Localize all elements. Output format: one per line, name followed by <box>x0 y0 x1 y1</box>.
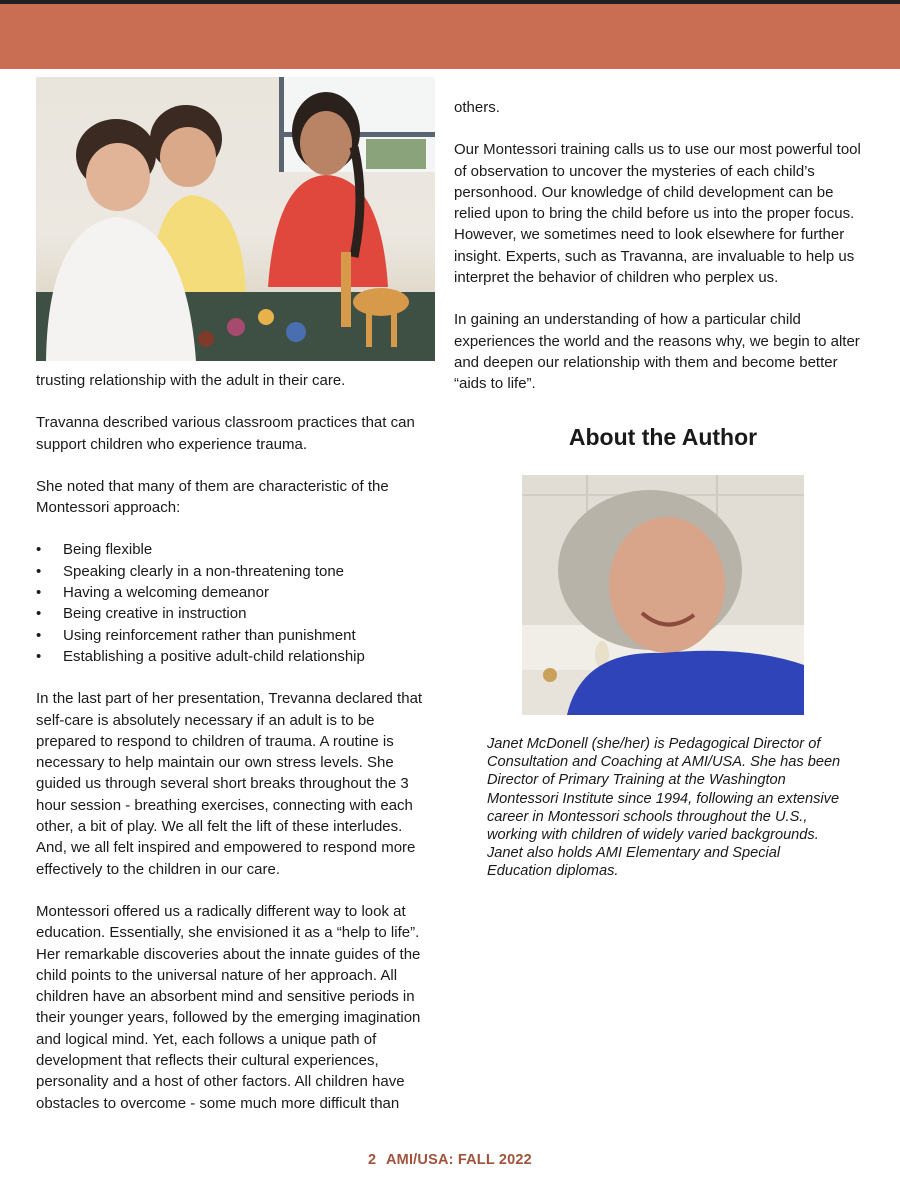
header-color-band <box>0 4 900 69</box>
list-item: • Speaking clearly in a non-threatening tone <box>36 561 436 582</box>
bullet-icon: • <box>36 584 42 602</box>
classroom-photo <box>36 77 435 361</box>
classroom-photo-illustration <box>36 77 435 361</box>
list-item: • Using reinforcement rather than punishment <box>36 625 436 646</box>
publication-name: AMI/USA: FALL 2022 <box>386 1152 532 1168</box>
list-item: • Establishing a positive adult-child relationship <box>36 646 436 667</box>
paragraph-noted: She noted that many of them are characteristic of the Montessori approach: <box>36 477 389 517</box>
paragraph-practices: Travanna described various classroom practices that can support children who experience trauma. <box>36 414 415 453</box>
paragraph-montessori: Montessori offered us a radically different way to look at education. Essentially, she envisioned it as a “help to life”. Her remarkable discoveries about the innate guides of the child points to the universal nature of her approach. All children have an absorbent mind and sensitive periods in their younger years, followed by the emerging imagination and logical mind. Yet, each follows a unique path of development that reflects their cultural experiences, personality and a host of other factors. All children have obstacles to overcome - some much more difficult than <box>36 902 421 1112</box>
about-author-heading: About the Author <box>568 424 758 450</box>
paragraph-training: Our Montessori training calls us to use our most powerful tool of observation to uncover the mysteries of each child’s personhood. Our knowledge of child development can be relied upon to bring the child before us into the proper focus. However, we sometimes need to look elsewhere for further insight. Experts, such as Travanna, are invaluable to help us interpret the behavior of children who perplex us. <box>454 141 861 287</box>
author-photo-illustration <box>522 475 804 715</box>
paragraph-continuation-right: others. <box>454 99 500 116</box>
bullet-icon: • <box>36 626 42 644</box>
page-number: 2 <box>368 1152 377 1168</box>
bullet-icon: • <box>36 562 42 580</box>
practices-list <box>36 539 436 667</box>
paragraph-selfcare: In the last part of her presentation, Trevanna declared that self-care is absolutely necessary if an adult is to be prepared to respond to children of trauma. A routine is necessary to help maintain our own stress levels. She guided us through several short breaks throughout the 3 hour session - breathing exercises, connecting with each other, a bit of play. We all felt the lift of these interludes. And, we all felt inspired and empowered to respond more effectively to the children in our care. <box>36 690 423 878</box>
list-item: • Being flexible <box>36 539 436 560</box>
author-photo <box>522 475 804 715</box>
bullet-icon: • <box>36 647 42 665</box>
left-column <box>36 77 436 1114</box>
paragraph-understanding: In gaining an understanding of how a particular child experiences the world and the reasons why, we begin to alter and deepen our relationship with them and become better “aids to life”. <box>454 311 860 393</box>
author-bio: Janet McDonell (she/her) is Pedagogical Director of Consultation and Coaching at AMI/USA. She has been Director of Primary Training at the Washington Montessori Institute since 1994, following an extensive career in Montessori schools throughout the U.S., working with children of widely varied backgrounds. Janet also holds AMI Elementary and Special Education diplomas. <box>487 736 841 880</box>
list-item: • Being creative in instruction <box>36 603 436 624</box>
list-item: • Having a welcoming demeanor <box>36 582 436 603</box>
paragraph-continuation: trusting relationship with the adult in their care. <box>36 372 346 389</box>
right-column <box>454 97 864 395</box>
page-footer <box>0 1152 900 1168</box>
bullet-icon: • <box>36 541 42 559</box>
bullet-icon: • <box>36 605 42 623</box>
